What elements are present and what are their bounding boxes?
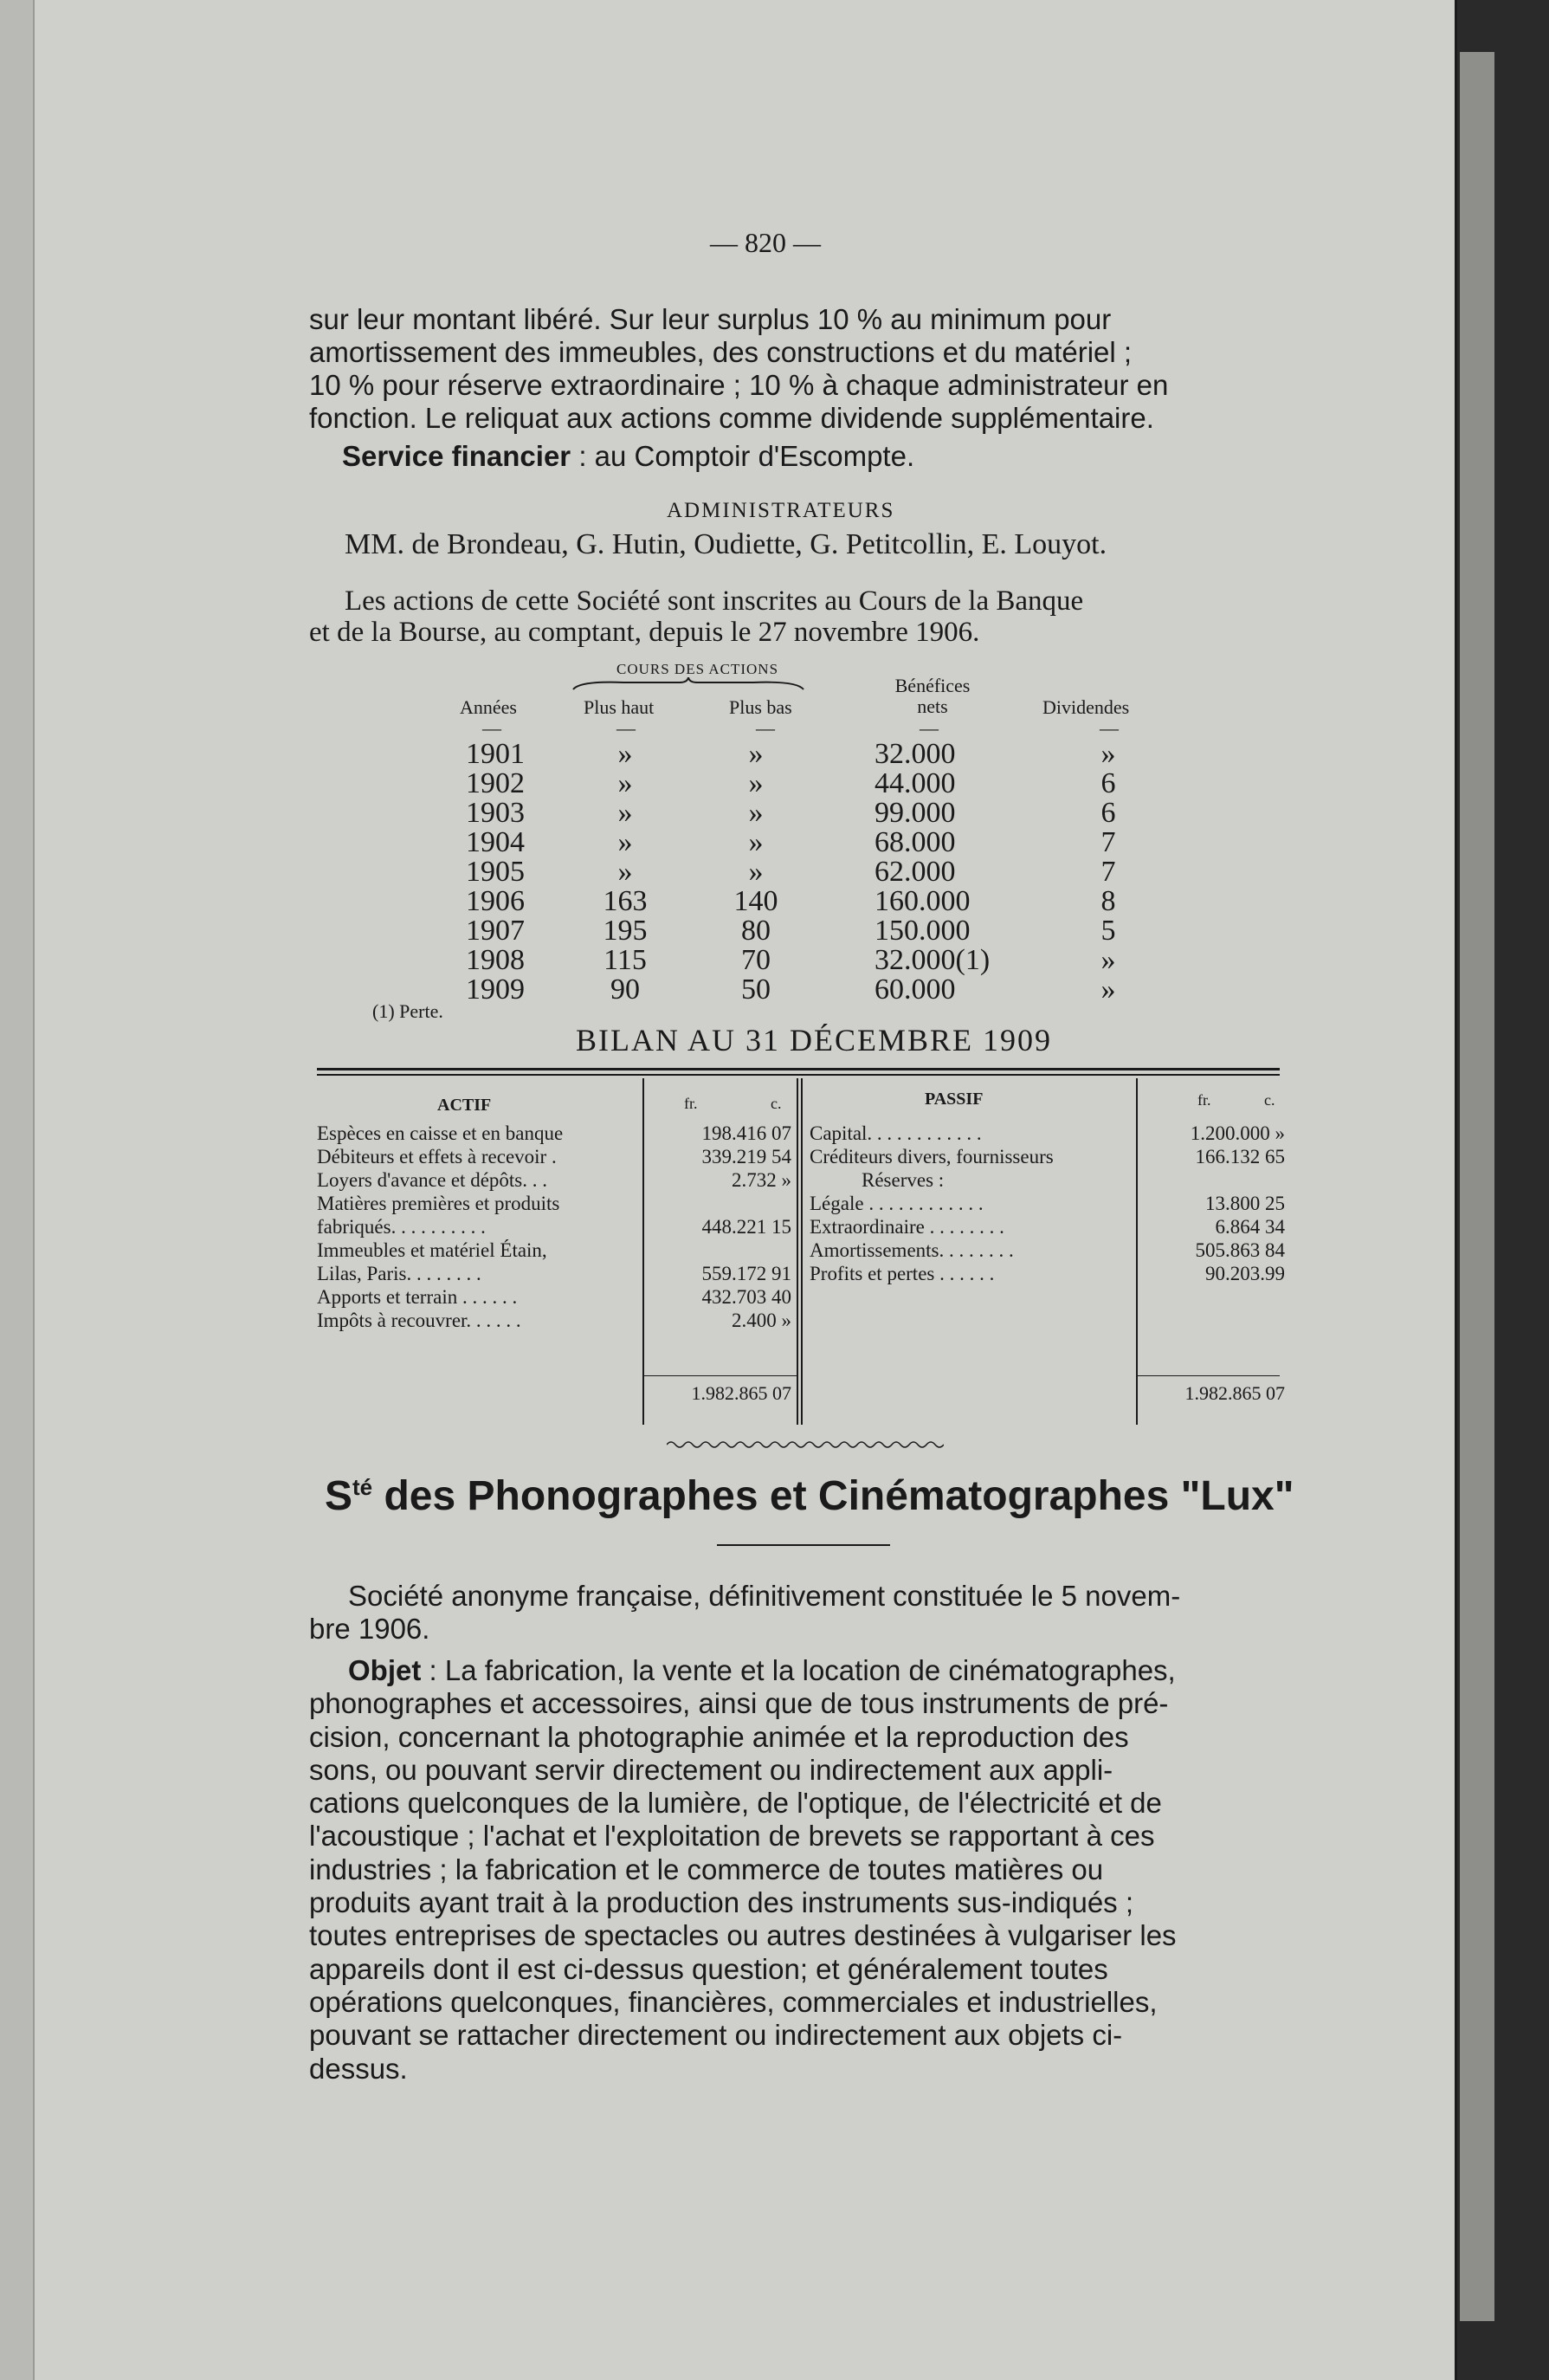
title-rule — [717, 1544, 890, 1546]
passif-label: Profits et pertes . . . . . . — [810, 1263, 995, 1284]
stock-cell-haut: 115 — [603, 944, 647, 976]
stock-cell-benef: 62.000 — [875, 856, 956, 888]
objet-line: toutes entreprises de spectacles ou autres destinées à vulgariser les — [309, 1919, 1177, 1952]
stock-cell-benef: 44.000 — [875, 767, 956, 799]
admins-line: MM. de Brondeau, G. Hutin, Oudiette, G. Petitcollin, E. Louyot. — [345, 528, 1107, 560]
stock-cell-year: 1904 — [466, 826, 525, 858]
bilan-divider — [801, 1078, 803, 1425]
stock-cell-year: 1905 — [466, 856, 525, 888]
stock-cell-bas: » — [748, 767, 764, 799]
passif-label: Amortissements. . . . . . . . — [810, 1239, 1014, 1261]
actif-amount: 2.400 » — [732, 1310, 791, 1331]
stock-cell-haut: 195 — [603, 915, 648, 947]
actif-amount: 2.732 » — [732, 1169, 791, 1191]
actif-cents: c. — [771, 1095, 782, 1112]
stock-cell-year: 1907 — [466, 915, 525, 947]
passif-label: Extraordinaire . . . . . . . . — [810, 1216, 1004, 1238]
passif-cents: c. — [1264, 1091, 1275, 1109]
company-name: des Phonographes et Cinématographes "Lux" — [372, 1473, 1294, 1519]
objet-line: : La fabrication, la vente et la location de cinématographes, — [421, 1654, 1176, 1686]
stock-cell-haut: » — [617, 856, 633, 888]
objet-paragraph — [309, 1654, 1177, 2086]
header-plus-bas: Plus bas — [729, 696, 792, 718]
stock-cell-haut: 163 — [603, 885, 648, 917]
company-intro — [309, 1613, 429, 1646]
header-plus-haut: Plus haut — [584, 696, 655, 718]
total-rule — [1136, 1375, 1280, 1376]
stock-cell-year: 1901 — [466, 738, 525, 770]
stock-cell-div: 7 — [1100, 826, 1116, 858]
cote-line: et de la Bourse, au comptant, depuis le 27 novembre 1906. — [309, 617, 980, 648]
actif-unit: fr. — [684, 1095, 698, 1112]
passif-label: Créditeurs divers, fournisseurs — [810, 1146, 1054, 1167]
actif-label: Lilas, Paris. . . . . . . . — [317, 1263, 481, 1284]
passif-amount: 6.864 34 — [1215, 1216, 1285, 1238]
stock-cell-benef: 99.000 — [875, 797, 956, 829]
stock-cell-haut: » — [617, 826, 633, 858]
stock-cell-div: 5 — [1100, 915, 1116, 947]
passif-header: PASSIF — [925, 1090, 984, 1109]
stock-cell-year: 1909 — [466, 973, 525, 1006]
stock-cell-div: » — [1100, 944, 1116, 976]
passif-label: Capital. . . . . . . . . . . . — [810, 1122, 982, 1144]
actif-label: fabriqués. . . . . . . . . . — [317, 1216, 486, 1238]
company-intro-line: Société anonyme française, définitivement constituée le 5 novem- — [348, 1580, 1181, 1612]
bilan-divider — [1136, 1078, 1138, 1425]
header-benefices: Bénéfices nets — [894, 675, 971, 717]
objet-line: dessus. — [309, 2052, 408, 2085]
passif-amount: 1.200.000 » — [1190, 1122, 1285, 1144]
stock-cell-div: 7 — [1100, 856, 1116, 888]
dash: — — [920, 717, 939, 739]
service-label: Service financier — [342, 440, 571, 472]
stock-cell-year: 1906 — [466, 885, 525, 917]
stock-cell-benef: 60.000 — [875, 973, 956, 1006]
stock-cell-bas: » — [748, 826, 764, 858]
stock-cell-haut: 90 — [610, 973, 640, 1006]
company-intro — [348, 1580, 1180, 1613]
stock-cell-benef: 68.000 — [875, 826, 956, 858]
passif-unit: fr. — [1197, 1091, 1211, 1109]
actif-amount: 559.172 91 — [701, 1263, 791, 1284]
objet-line: industries ; la fabrication et le commerce de toutes matières ou — [309, 1853, 1104, 1885]
actif-label: Loyers d'avance et dépôts. . . — [317, 1169, 547, 1191]
stock-footnote: (1) Perte. — [372, 1000, 443, 1022]
dash: — — [756, 717, 775, 739]
stock-cell-benef: 32.000 — [875, 738, 956, 770]
service-line — [342, 440, 914, 473]
intro-line: fonction. Le reliquat aux actions comme dividende supplémentaire. — [309, 402, 1154, 434]
actif-label: Débiteurs et effets à recevoir . — [317, 1146, 557, 1167]
brace-icon — [571, 677, 805, 693]
wavy-separator — [667, 1438, 944, 1452]
stock-cell-bas: 50 — [741, 973, 771, 1006]
dash: — — [616, 717, 636, 739]
intro-line: amortissement des immeubles, des constructions et du matériel ; — [309, 336, 1133, 368]
passif-amount: 90.203.99 — [1205, 1263, 1285, 1284]
passif-label: Réserves : — [862, 1169, 945, 1191]
company-intro-line: bre 1906. — [309, 1613, 430, 1645]
dash: — — [482, 717, 501, 739]
objet-line: cision, concernant la photographie animée et la reproduction des — [309, 1720, 1129, 1753]
stock-cell-benef: 160.000 — [875, 885, 971, 917]
page-left-edge — [0, 0, 35, 2380]
bilan-top-rule — [317, 1068, 1280, 1070]
header-annees: Années — [460, 696, 517, 718]
stock-cell-year: 1902 — [466, 767, 525, 799]
objet-label: Objet — [348, 1654, 422, 1686]
stock-group-header: COURS DES ACTIONS — [616, 661, 779, 677]
actif-total: 1.982.865 07 — [691, 1382, 791, 1404]
intro-paragraph — [309, 303, 1168, 435]
stock-cell-bas: 80 — [741, 915, 771, 947]
objet-line: pouvant se rattacher directement ou indirectement aux objets ci- — [309, 2019, 1123, 2052]
service-text: : au Comptoir d'Escompte. — [571, 440, 915, 472]
actif-header: ACTIF — [437, 1096, 492, 1115]
stock-cell-bas: » — [748, 797, 764, 829]
passif-amount: 166.132 65 — [1195, 1146, 1285, 1167]
stock-cell-benef: 150.000 — [875, 915, 971, 947]
actif-label: Matières premières et produits — [317, 1193, 560, 1214]
actif-label: Apports et terrain . . . . . . — [317, 1286, 518, 1308]
cote-line: Les actions de cette Société sont inscrites au Cours de la Banque — [345, 585, 1084, 617]
stock-cell-bas: » — [748, 856, 764, 888]
bilan-title: BILAN AU 31 DÉCEMBRE 1909 — [576, 1023, 1053, 1057]
stock-cell-year: 1903 — [466, 797, 525, 829]
intro-line: 10 % pour réserve extraordinaire ; 10 % à chaque administrateur en — [309, 369, 1169, 401]
company-prefix: S — [325, 1473, 353, 1519]
page-number: — 820 — — [710, 227, 821, 258]
stock-cell-bas: 70 — [741, 944, 771, 976]
bilan-divider — [797, 1078, 798, 1425]
passif-total: 1.982.865 07 — [1184, 1382, 1285, 1404]
actif-amount: 448.221 15 — [701, 1216, 791, 1238]
stock-cell-div: 8 — [1100, 885, 1116, 917]
passif-amount: 505.863 84 — [1195, 1239, 1285, 1261]
stock-cell-bas: 140 — [733, 885, 778, 917]
stock-cell-haut: » — [617, 738, 633, 770]
actif-amount: 198.416 07 — [701, 1122, 791, 1144]
objet-line: sons, ou pouvant servir directement ou indirectement aux appli- — [309, 1753, 1113, 1786]
total-rule — [642, 1375, 798, 1376]
objet-line: opérations quelconques, financières, commerciales et industrielles, — [309, 1985, 1158, 2018]
actif-amount: 432.703 40 — [701, 1286, 791, 1308]
stock-cell-div: 6 — [1100, 797, 1116, 829]
intro-line: sur leur montant libéré. Sur leur surplus 10 % au minimum pour — [309, 303, 1112, 335]
stock-cell-div: 6 — [1100, 767, 1116, 799]
actif-label: Immeubles et matériel Étain, — [317, 1239, 547, 1261]
objet-line: appareils dont il est ci-dessus question; et généralement toutes — [309, 1952, 1108, 1985]
stock-cell-haut: » — [617, 767, 633, 799]
facing-page-edge — [1460, 52, 1494, 2321]
objet-line: l'acoustique ; l'achat et l'exploitation de brevets se rapportant à ces — [309, 1820, 1155, 1853]
stock-cell-haut: » — [617, 797, 633, 829]
company-title — [325, 1472, 1294, 1520]
stock-cell-div: » — [1100, 738, 1116, 770]
actif-amount: 339.219 54 — [701, 1146, 791, 1167]
passif-label: Légale . . . . . . . . . . . . — [810, 1193, 984, 1214]
company-sup: té — [352, 1474, 373, 1500]
actif-label: Espèces en caisse et en banque — [317, 1122, 564, 1144]
objet-line: cations quelconques de la lumière, de l'optique, de l'électricité et de — [309, 1787, 1162, 1820]
header-dividendes: Dividendes — [1042, 696, 1130, 718]
actif-label: Impôts à recouvrer. . . . . . — [317, 1310, 521, 1331]
passif-amount: 13.800 25 — [1205, 1193, 1285, 1214]
objet-line: produits ayant trait à la production des instruments sus-indiqués ; — [309, 1886, 1134, 1919]
admins-heading: ADMINISTRATEURS — [667, 499, 895, 522]
bilan-divider — [642, 1078, 644, 1425]
bilan-top-rule — [317, 1074, 1280, 1076]
stock-cell-bas: » — [748, 738, 764, 770]
objet-line: phonographes et accessoires, ainsi que de tous instruments de pré- — [309, 1687, 1169, 1720]
stock-cell-year: 1908 — [466, 944, 525, 976]
stock-cell-benef: 32.000(1) — [875, 944, 991, 976]
stock-cell-div: » — [1100, 973, 1116, 1006]
dash: — — [1100, 717, 1119, 739]
